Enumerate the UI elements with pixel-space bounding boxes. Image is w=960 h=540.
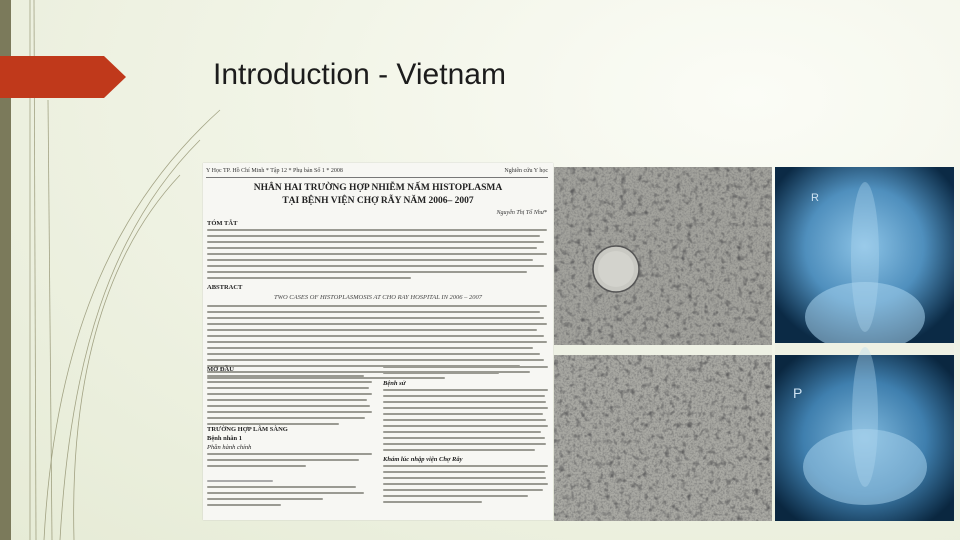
xray-marker-top: R bbox=[811, 192, 819, 204]
micrograph-image bbox=[554, 167, 772, 521]
article-scan bbox=[203, 163, 553, 520]
admin-heading: Phần hành chính bbox=[207, 444, 252, 451]
article-title-line2: TẠI BỆNH VIỆN CHỢ RẪY NĂM 2006– 2007 bbox=[282, 196, 474, 206]
exam-text-block bbox=[383, 465, 548, 507]
article-header-left: Y Học TP. Hồ Chí Minh * Tập 12 * Phụ bản Số 1 * 2008 bbox=[206, 168, 343, 174]
article-title-line1: NHÂN HAI TRƯỜNG HỢP NHIỄM NẤM HISTOPLASMA bbox=[253, 183, 503, 193]
footnote-block bbox=[207, 480, 372, 510]
section-summary-heading: TÓM TẮT bbox=[207, 220, 238, 227]
history-heading: Bệnh sử bbox=[383, 380, 406, 387]
xray-marker-bottom: P bbox=[793, 385, 803, 401]
abstract-title: TWO CASES OF HISTOPLASMOSIS AT CHO RAY HOSPITAL IN 2006 – 2007 bbox=[273, 294, 483, 301]
histology-micrographs bbox=[554, 167, 772, 521]
title-marker-arrow bbox=[0, 56, 126, 98]
article-header-right: Nghiên cứu Y học bbox=[504, 168, 548, 174]
section-abstract-heading: ABSTRACT bbox=[207, 284, 243, 291]
intro-text-block bbox=[207, 375, 372, 429]
section-intro-heading: MỞ ĐẦU bbox=[207, 366, 234, 373]
exam-heading: Khám lúc nhập viện Chợ Rẫy bbox=[383, 456, 463, 463]
header-rule bbox=[206, 177, 548, 178]
xray-image bbox=[775, 167, 954, 521]
article-author: Nguyễn Thị Tố Như* bbox=[496, 210, 547, 216]
case1-heading: Bệnh nhân 1 bbox=[207, 435, 243, 442]
section-cases-heading: TRƯỜNG HỢP LÂM SÀNG bbox=[207, 426, 288, 433]
case1-text-block bbox=[207, 453, 372, 471]
history-text-block bbox=[383, 389, 548, 455]
chest-xray-images bbox=[775, 167, 954, 521]
summary-text-block bbox=[207, 229, 547, 283]
right-column-text-top bbox=[383, 366, 548, 378]
slide-title: Introduction - Vietnam bbox=[213, 58, 506, 91]
